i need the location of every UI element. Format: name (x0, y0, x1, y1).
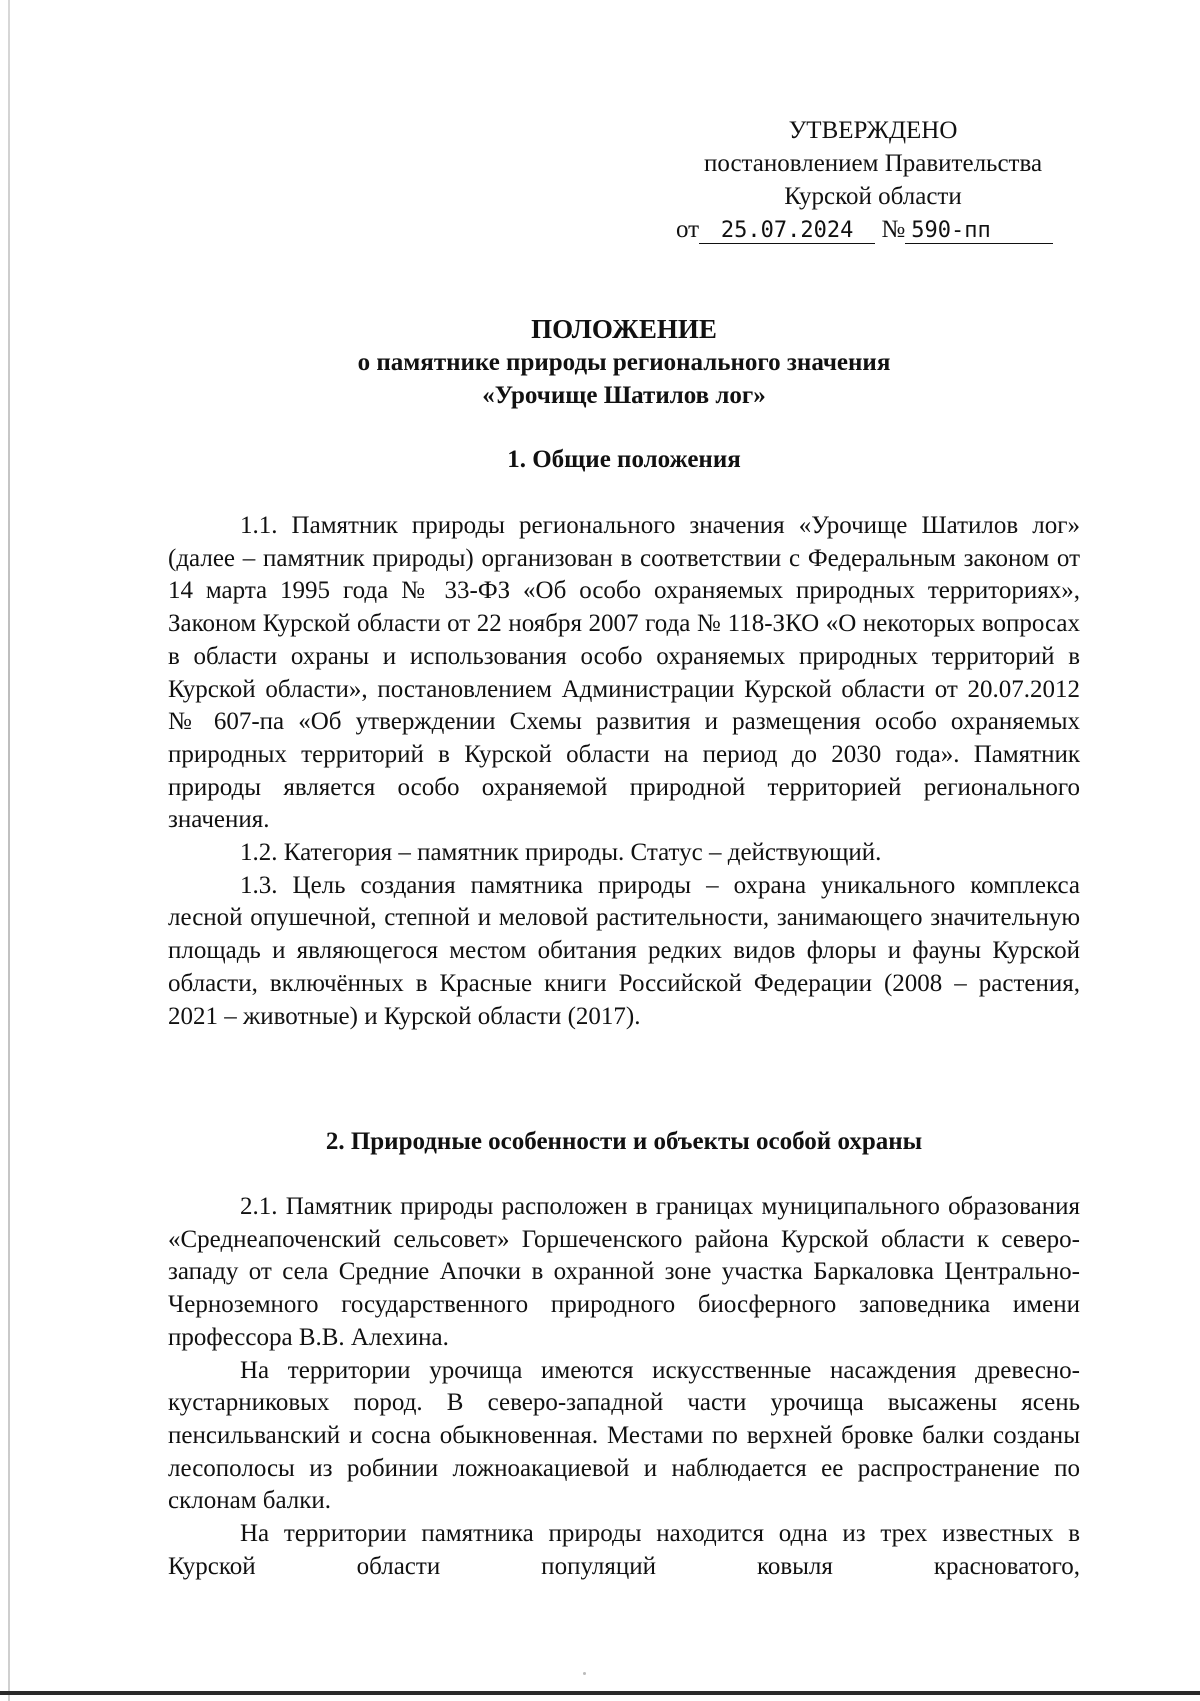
scan-speck (583, 1672, 586, 1675)
scan-edge-bottom (0, 1691, 1200, 1695)
paragraph-2-3: На территории памятника природы находится одна из трех известных в Курской области популяций ковыля красноватого, (168, 1520, 1080, 1580)
title-line-1: ПОЛОЖЕНИЕ (531, 314, 717, 344)
paragraph-1-1: 1.1. Памятник природы регионального значения «Урочище Шатилов лог» (далее – памятник природы) организован в соответствии с Федеральным законом от 14 марта 1995 года № 33-ФЗ «Об особо охраняемых природных территориях», Законом Курской области от 22 ноября 2007 года № 118-ЗКО «О некоторых вопросах в области охраны и использования особо охраняемых природных территорий в Курской области», постановлением Администрации Курской области от 20.07.2012 № 607-па «Об утверждении Схемы развития и размещения особо охраняемых природных территорий в Курской области на период до 2030 года». Памятник природы является особо охраняемой природной территорией регионального значения. (168, 512, 1080, 834)
section-1-heading: 1. Общие положения (507, 446, 741, 473)
paragraph-1-2: 1.2. Категория – памятник природы. Статус – действующий. (240, 839, 882, 867)
paragraph-1-3: 1.3. Цель создания памятника природы – охрана уникального комплекса лесной опушечной, степной и меловой растительности, занимающего значительную площадь и являющегося местом обитания редких видов флоры и фауны Курской области, включённых в Красные книги Российской Федерации (2008 – растения, 2021 – животные) и Курской области (2017). (168, 871, 1080, 1030)
approval-block (673, 114, 1073, 246)
paragraph-2-2: На территории урочища имеются искусственные насаждения древесно-кустарниковых пород. В северо-западной части урочища высажены ясень пенсильванский и сосна обыкновенная. Местами по верхней бровке балки созданы лесополосы из робинии ложноакациевой и наблюдается ее распространение по склонам балки. (168, 1356, 1080, 1515)
title-line-2: о памятнике природы регионального значения (357, 349, 891, 376)
approval-region: Курской области (784, 183, 962, 210)
approval-title: УТВЕРЖДЕНО (788, 117, 958, 144)
approval-date-line (673, 213, 1073, 246)
date-prefix: от (676, 216, 700, 243)
section-2-body (168, 1191, 1080, 1583)
number-value: 590-пп (911, 218, 991, 243)
approval-authority: постановлением Правительства (703, 150, 1043, 177)
section-1-body (168, 510, 1080, 1033)
date-value: 25.07.2024 (720, 218, 854, 243)
document-title (168, 313, 1080, 412)
paragraph-2-1: 2.1. Памятник природы расположен в границах муниципального образования «Среднеапоченский сельсовет» Горшеченского района Курской области к северо-западу от села Средние Апочки в охранной зоне участка Баркаловка Центрально-Черноземного государственного природного биосферного заповедника имени профессора В.В. Алехина. (168, 1193, 1080, 1351)
title-line-3: «Урочище Шатилов лог» (482, 382, 766, 409)
scan-edge-left (8, 0, 10, 1701)
section-2-heading: 2. Природные особенности и объекты особой охраны (325, 1128, 923, 1155)
number-prefix: № (881, 216, 906, 243)
